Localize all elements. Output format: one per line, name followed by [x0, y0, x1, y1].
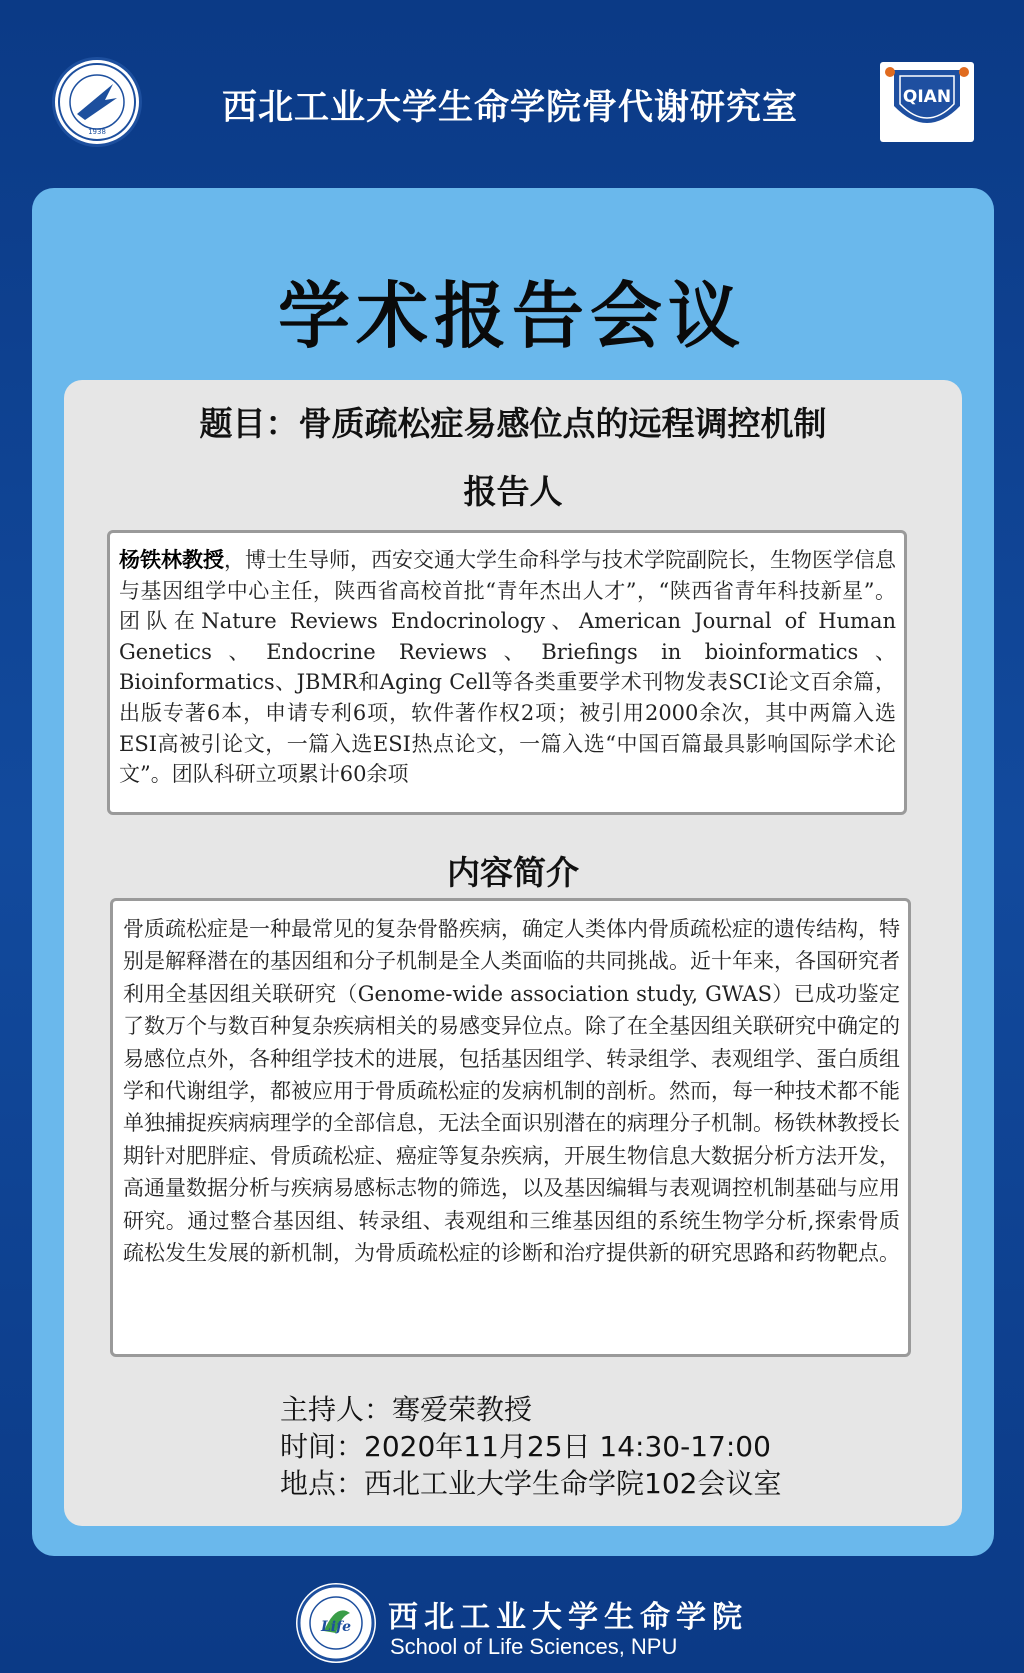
header-title: 西北工业大学生命学院骨代谢研究室	[221, 88, 798, 128]
intro-heading: 内容简介	[447, 853, 579, 892]
speaker-heading: 报告人	[463, 472, 563, 511]
footer-english-name: School of Life Sciences, NPU	[390, 1634, 678, 1659]
main-title: 学术报告会议	[277, 274, 746, 358]
intro-text: 骨质疏松症是一种最常见的复杂骨骼疾病，确定人类体内骨质疏松症的遗传结构，特别是解释潜在的基因组和分子机制是全人类面临的共同挑战。近十年来，各国研究者利用全基因组关联研究（Genome-wide association study, GWAS）已成功鉴定了数万个与数百种复杂疾病相关的易感变异位点。除了在全基因组关联研究中确定的易感位点外，各种组学技术的进展，包括基因组学、转录组学、表观组学、蛋白质组学和代谢组学，都被应用于骨质疏松症的发病机制的剖析。然而，每一种技术都不能单独捕捉疾病病理学的全部信息，无法全面识别潜在的病理分子机制。杨铁林教授长期针对肥胖症、骨质疏松症、癌症等复杂疾病，开展生物信息大数据分析方法开发，高通量数据分析与疾病易感标志物的筛选，以及基因编辑与表观调控机制基础与应用研究。通过整合基因组、转录组、表观组和三维基因组的系统生物学分析,探索骨质疏松发生发展的新机制，为骨质疏松症的诊断和治疗提供新的研究思路和药物靶点。	[123, 917, 900, 1266]
host-line: 主持人：骞爱荣教授	[280, 1393, 533, 1426]
life-logo-text: Life	[320, 1619, 352, 1635]
npu-university-seal-icon	[52, 57, 142, 147]
qian-team-shield-icon	[880, 62, 974, 142]
speaker-bio-box	[107, 530, 907, 815]
topic-title: 题目：骨质疏松症易感位点的远程调控机制	[199, 404, 827, 443]
speaker-bio: ，博士生导师，西安交通大学生命科学与技术学院副院长，生物医学信息与基因组学中心主任，陕西省高校首批“青年杰出人才”，“陕西省青年科技新星”。团队在Nature Reviews Endocrinology、American Journal of Human Genetics、Endocrine Reviews、Briefings in bioinformatics、Bioinformatics、JBMR和Aging Cell等各类重要学术刊物发表SCI论文百余篇，出版专著6本，申请专利6项，软件著作权2项；被引用2000余次，其中两篇入选ESI高被引论文，一篇入选ESI热点论文，一篇入选“中国百篇最具影响国际学术论文”。团队科研立项累计60余项	[119, 548, 896, 787]
speaker-name: 杨铁林教授	[119, 548, 224, 572]
life-school-emblem-icon	[296, 1583, 376, 1663]
place-line: 地点：西北工业大学生命学院102会议室	[280, 1467, 782, 1500]
qian-logo-text: QIAN	[902, 87, 952, 107]
header	[0, 50, 1024, 160]
intro-box	[110, 898, 911, 1357]
svg-text:1938: 1938	[88, 128, 106, 136]
time-line: 时间：2020年11月25日 14:30-17:00	[280, 1430, 771, 1463]
footer-chinese-name: 西北工业大学生命学院	[388, 1600, 748, 1635]
